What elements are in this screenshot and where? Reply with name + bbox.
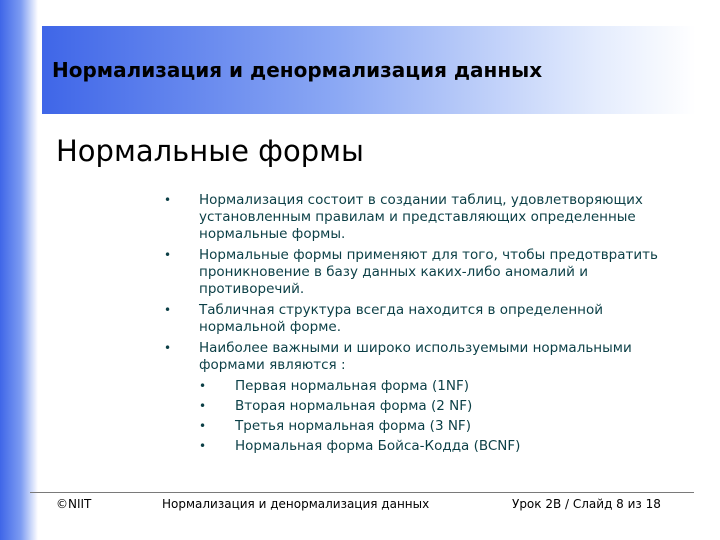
footer-divider <box>30 492 694 493</box>
sub-bullet-item <box>199 438 684 455</box>
bullet-text: Нормализация состоит в создании таблиц, удовлетворяющих установленным правилам и представляющих определенные нормальные формы. <box>199 192 643 242</box>
sub-bullet-item <box>199 398 684 415</box>
footer-slide-number: Урок 2B / Слайд 8 из 18 <box>512 497 661 511</box>
sub-bullet-icon: • <box>199 419 207 433</box>
section-heading: Нормальные формы <box>56 134 364 168</box>
bullet-list <box>164 192 684 459</box>
bullet-icon: • <box>164 248 172 262</box>
sub-bullet-text: Вторая нормальная форма (2 NF) <box>235 398 473 414</box>
bullet-icon: • <box>164 193 172 207</box>
footer-copyright: ©NIIT <box>56 497 92 511</box>
bullet-text: Наиболее важными и широко используемыми нормальными формами являются : <box>199 340 632 373</box>
bullet-item <box>164 247 684 298</box>
sub-bullet-text: Нормальная форма Бойса-Кодда (BCNF) <box>235 438 521 454</box>
footer-course-title: Нормализация и денормализация данных <box>162 497 430 511</box>
sub-bullet-icon: • <box>199 379 207 393</box>
sub-bullet-list <box>199 378 684 455</box>
bullet-item <box>164 302 684 336</box>
left-accent-bar <box>0 0 38 540</box>
sub-bullet-icon: • <box>199 399 207 413</box>
bullet-text: Нормальные формы применяют для того, чтобы предотвратить проникновение в базу данных каких-либо аномалий и противоречий. <box>199 247 658 297</box>
bullet-icon: • <box>164 341 172 355</box>
bullet-item <box>164 340 684 455</box>
bullet-text: Табличная структура всегда находится в определенной нормальной форме. <box>199 302 604 335</box>
sub-bullet-item <box>199 418 684 435</box>
sub-bullet-text: Первая нормальная форма (1NF) <box>235 378 469 394</box>
sub-bullet-item <box>199 378 684 395</box>
sub-bullet-text: Третья нормальная форма (3 NF) <box>235 418 471 434</box>
sub-bullet-icon: • <box>199 439 207 453</box>
bullet-icon: • <box>164 303 172 317</box>
bullet-item <box>164 192 684 243</box>
slide-title: Нормализация и денормализация данных <box>52 58 543 82</box>
